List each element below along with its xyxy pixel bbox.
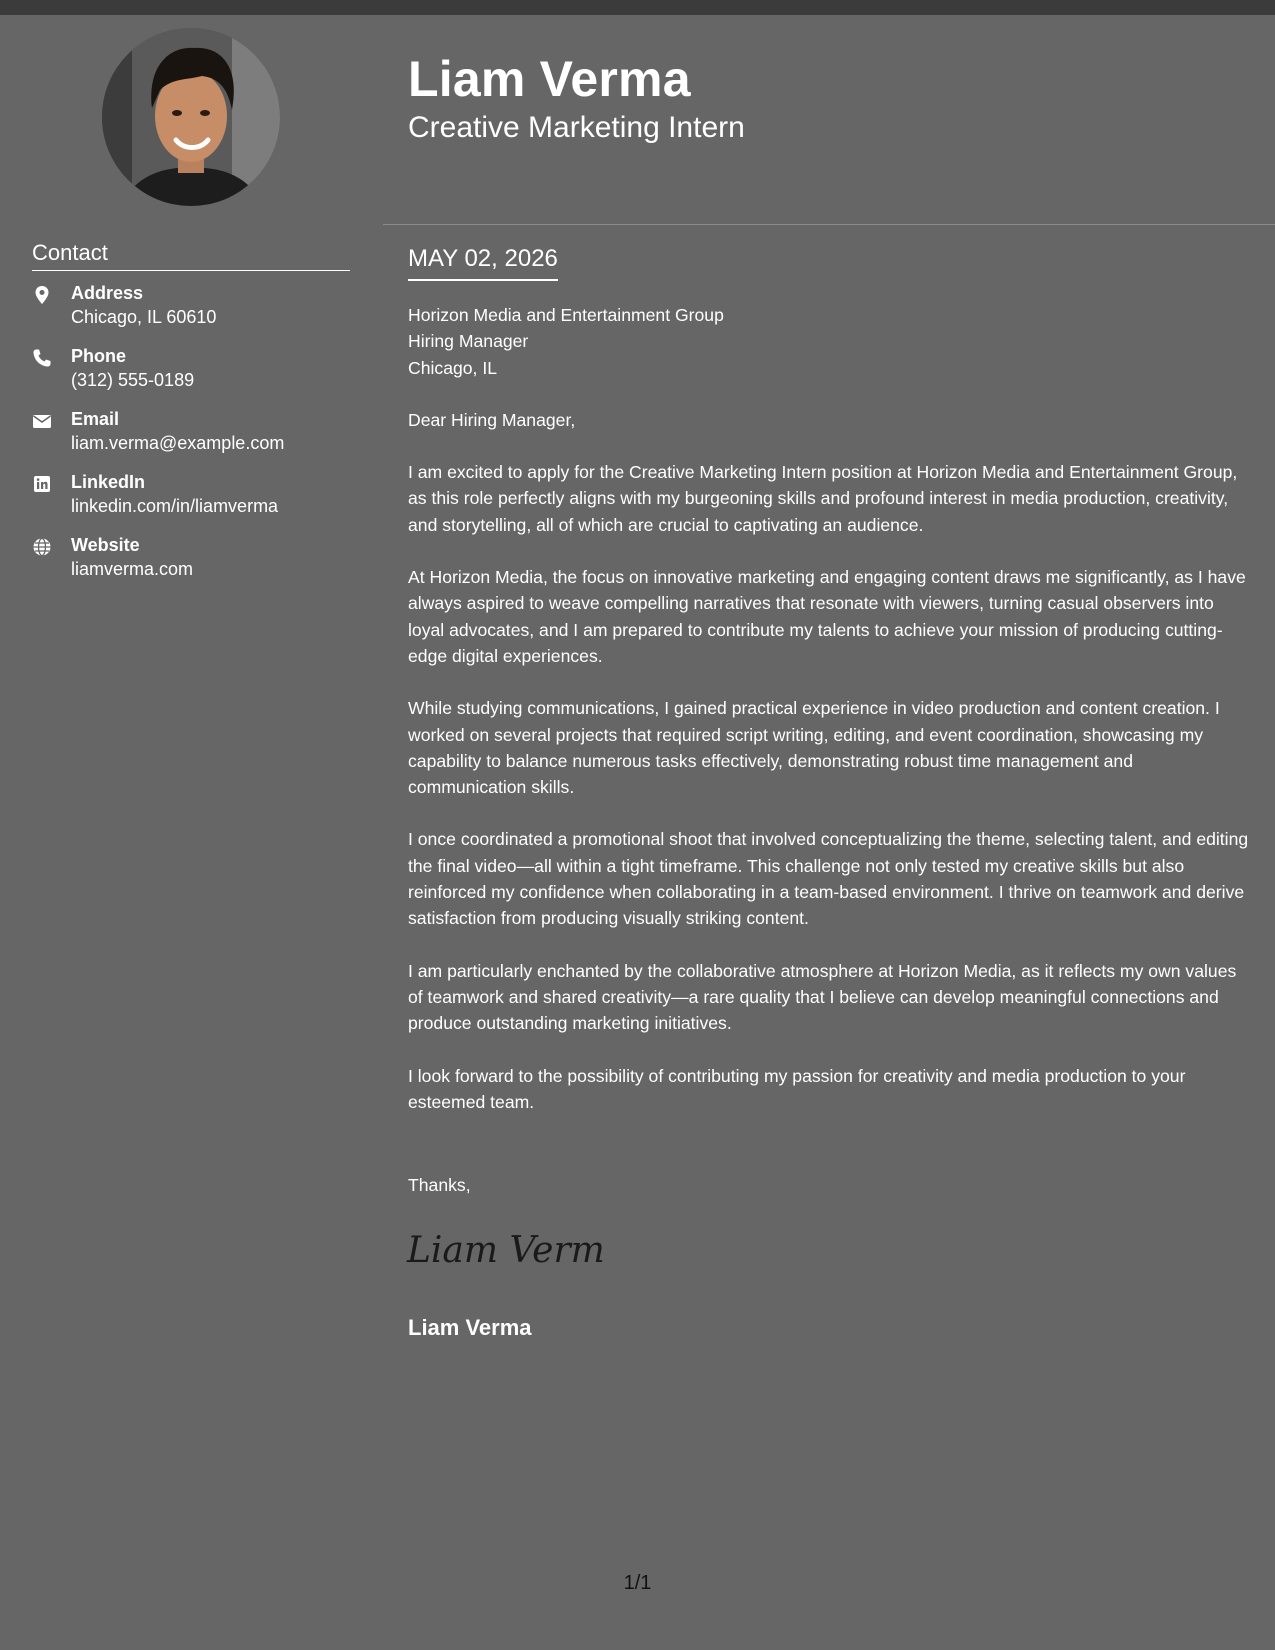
header-divider xyxy=(383,224,1275,225)
contact-label: LinkedIn xyxy=(71,472,146,492)
contact-item-linkedin xyxy=(32,472,362,535)
profile-photo xyxy=(102,28,280,206)
recipient-block xyxy=(408,302,1253,381)
signature-text: Liam Verma xyxy=(407,1230,605,1271)
contact-label: Website xyxy=(71,535,140,555)
signer-name: Liam Verma xyxy=(408,1315,532,1340)
contact-value: Chicago, IL 60610 xyxy=(71,307,217,327)
paragraph: I am particularly enchanted by the collaborative atmosphere at Horizon Media, as it reflects my own values of teamwork and shared creativity—a rare quality that I believe can develop meaningful connections and produce outstanding marketing initiatives. xyxy=(408,960,1237,1034)
paragraph: While studying communications, I gained practical experience in video production and content creation. I worked on several projects that required script writing, editing, and event coordination, showcasing my capability to balance numerous tasks effectively, demonstrating robust time management and communication skills. xyxy=(408,698,1220,798)
signature xyxy=(405,1222,605,1287)
avatar xyxy=(102,28,280,206)
applicant-name: Liam Verma xyxy=(408,51,691,107)
contact-heading: Contact xyxy=(32,240,350,271)
envelope-icon xyxy=(32,411,52,431)
recipient-location: Chicago, IL xyxy=(408,357,497,378)
contact-item-address xyxy=(32,283,362,346)
phone-icon xyxy=(32,348,52,368)
contact-item-phone xyxy=(32,346,362,409)
contact-list xyxy=(32,283,362,598)
linkedin-icon xyxy=(32,474,52,494)
recipient-role: Hiring Manager xyxy=(408,331,529,352)
contact-label: Phone xyxy=(71,346,127,366)
top-bar xyxy=(0,0,1275,15)
letter-body xyxy=(408,302,1253,1141)
contact-item-website xyxy=(32,535,362,598)
paragraph: At Horizon Media, the focus on innovative marketing and engaging content draws me significantly, as I have always aspired to weave compelling narratives that resonate with viewers, turning casual observers into loyal advocates, and I am prepared to contribute my talents to achieve your mission of producing cutting-edge digital experiences. xyxy=(408,567,1246,666)
globe-icon xyxy=(32,537,52,557)
recipient-company: Horizon Media and Entertainment Group xyxy=(408,305,724,325)
contact-value: (312) 555-0189 xyxy=(71,370,195,390)
applicant-title: Creative Marketing Intern xyxy=(408,111,745,144)
salutation: Dear Hiring Manager, xyxy=(408,409,576,430)
paragraph: I am excited to apply for the Creative Marketing Intern position at Horizon Media and Entertainment Group, as this role perfectly aligns with my burgeoning skills and profound interest in media production, creativity, and storytelling, all of which are crucial to captivating an audience. xyxy=(408,462,1238,535)
contact-value: liam.verma@example.com xyxy=(71,433,285,453)
contact-value: linkedin.com/in/liamverma xyxy=(71,496,279,516)
contact-item-email xyxy=(32,409,362,472)
contact-label: Email xyxy=(71,409,120,429)
paragraph: I look forward to the possibility of contributing my passion for creativity and media production to your esteemed team. xyxy=(408,1065,1186,1112)
location-pin-icon xyxy=(32,285,52,305)
letter-date: MAY 02, 2026 xyxy=(408,245,558,281)
closing: Thanks, xyxy=(408,1175,471,1195)
contact-value: liamverma.com xyxy=(71,559,194,579)
paragraph: I once coordinated a promotional shoot that involved conceptualizing the theme, selecting talent, and editing the final video—all within a tight timeframe. This challenge not only tested my creative skills but also reinforced my confidence when collaborating in a team-based environment. I thrive on teamwork and derive satisfaction from producing visually striking content. xyxy=(408,829,1249,929)
contact-label: Address xyxy=(71,283,144,303)
handwritten-signature xyxy=(405,1222,605,1282)
page-number: 1/1 xyxy=(623,1572,652,1594)
